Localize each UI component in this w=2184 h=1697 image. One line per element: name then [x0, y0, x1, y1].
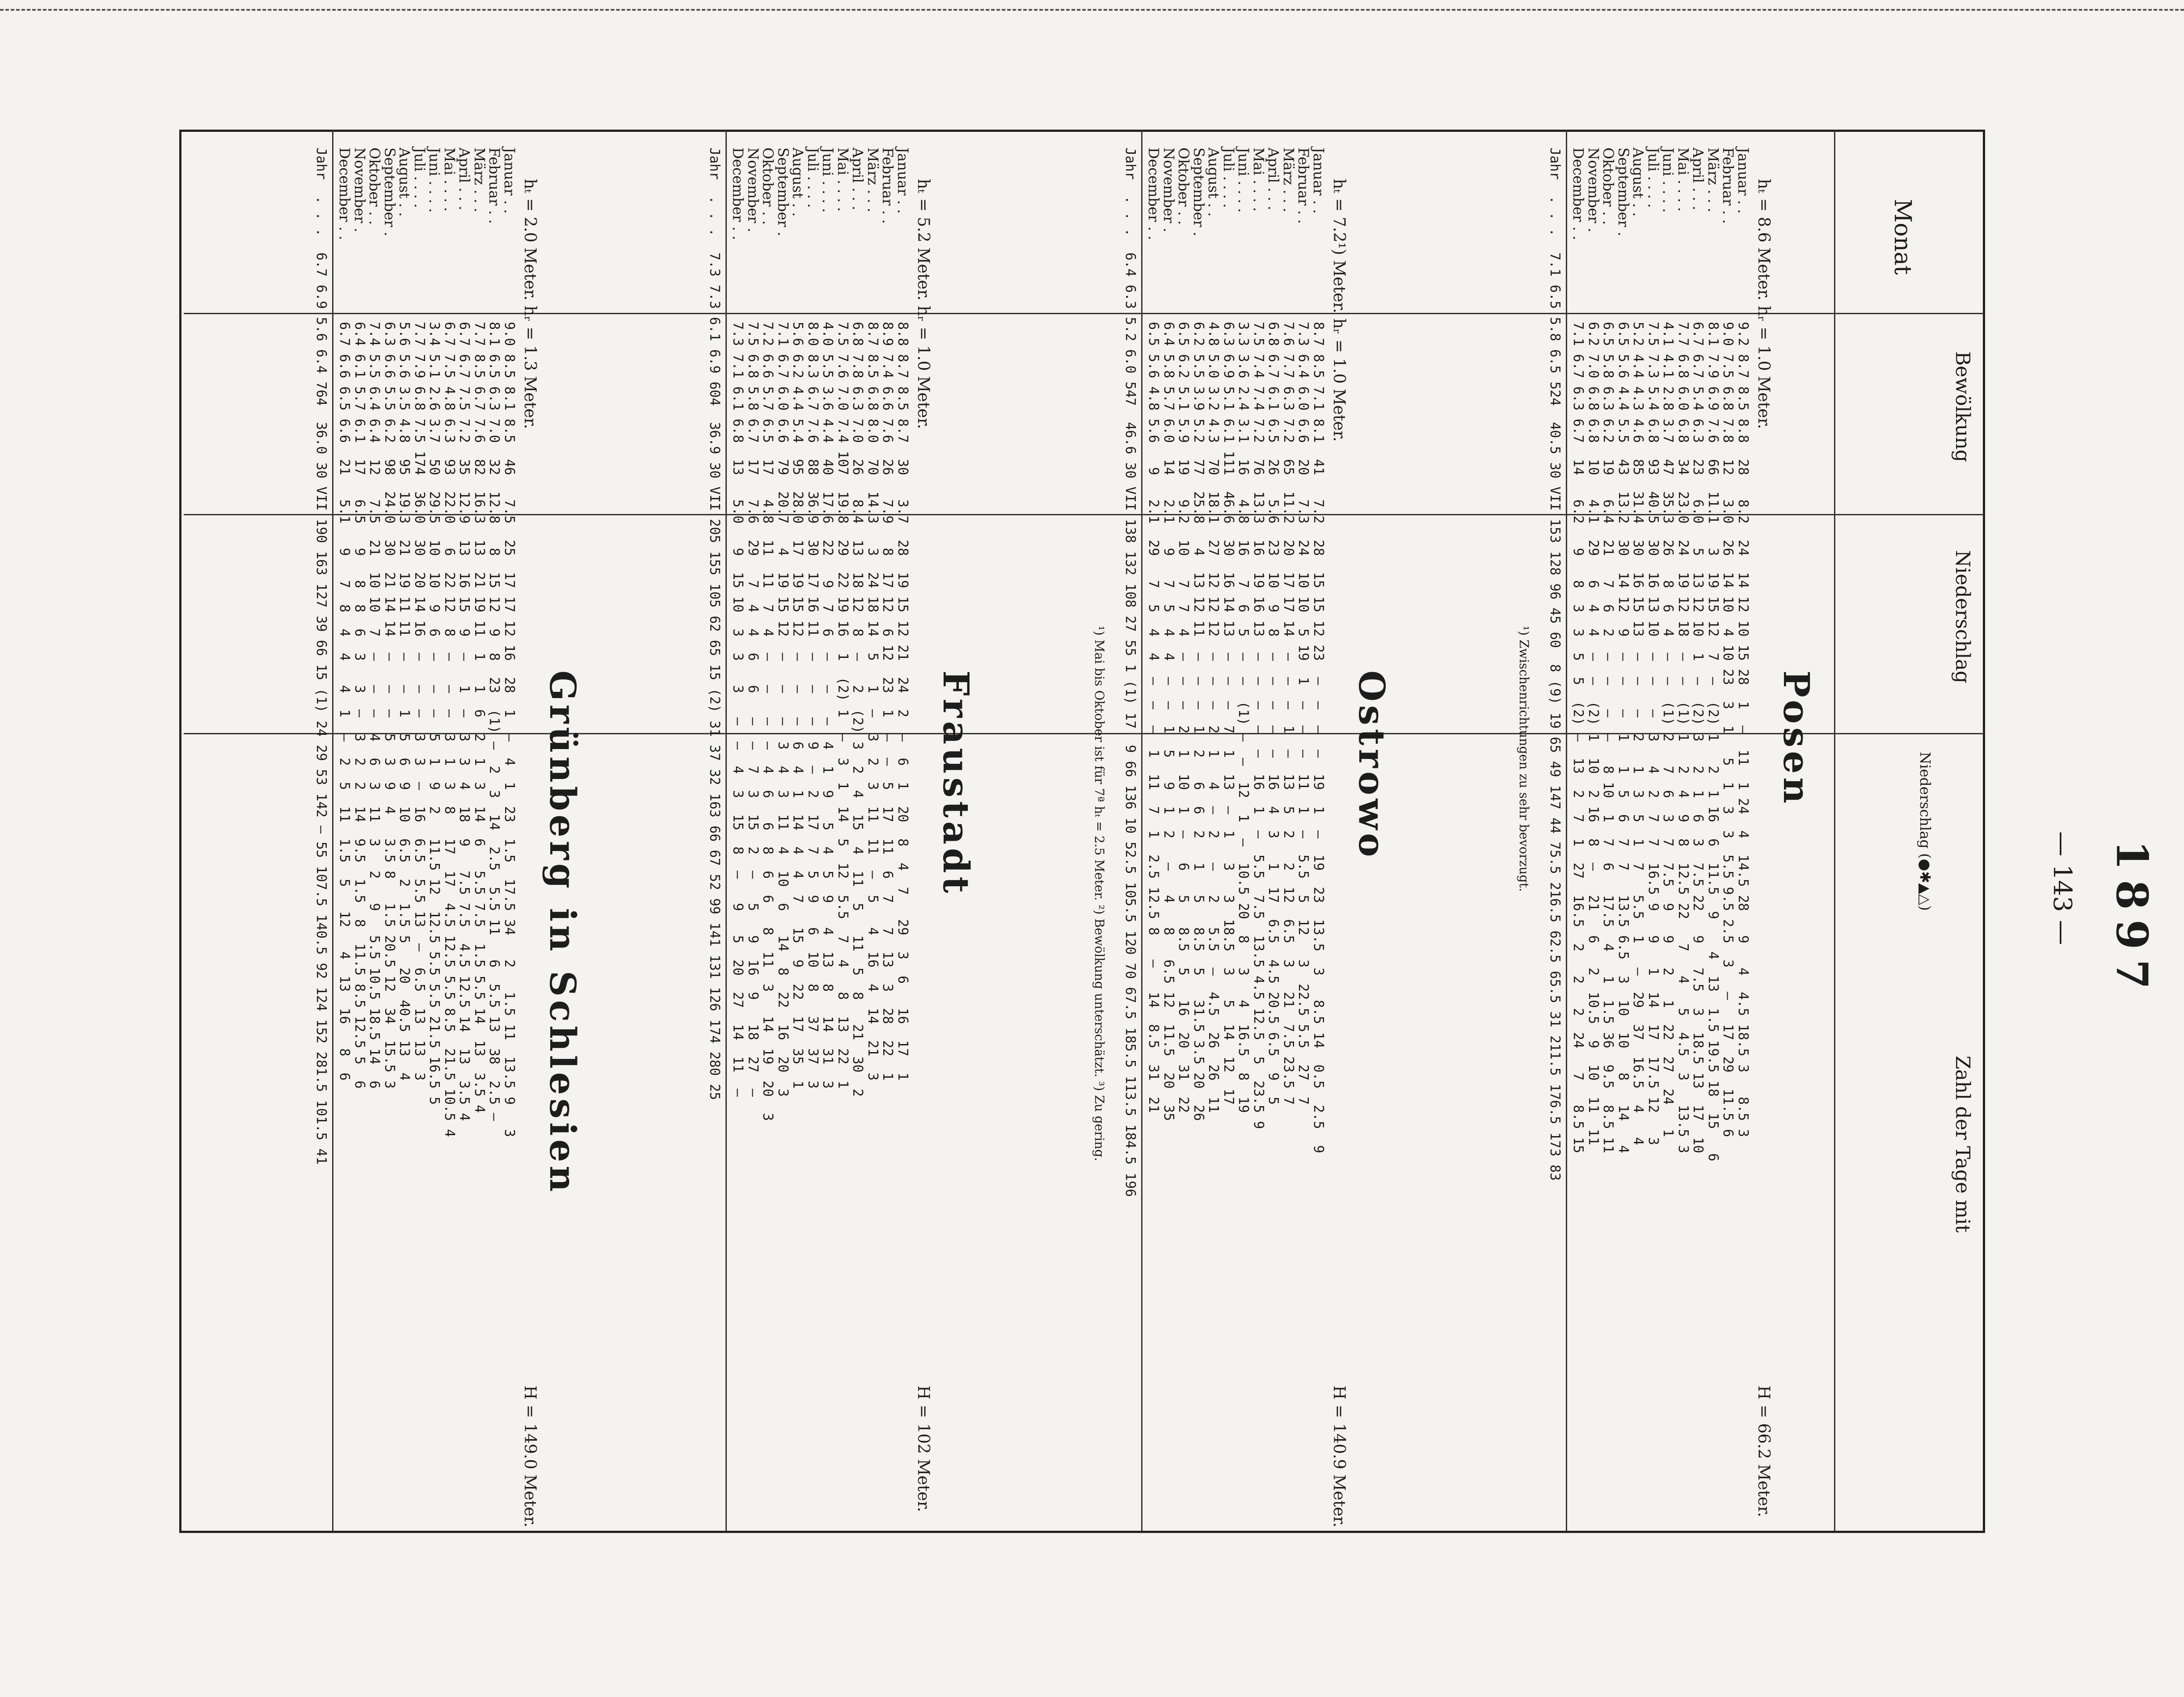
- station-name: Grünberg in Schlesien: [542, 670, 584, 1196]
- month-labels: Januar . . Februar . . März . . . April . . . Mai . . . . Juni . . . . Juli . . . . August . . September . Oktober . . November . December . .: [1570, 147, 1752, 240]
- year-total-row: Jahr . . . 7.3 7.3 6.1 6.9 604 36.9 30 VII 205 155 105 62 65 15 (2) 31 37 32 163 66 67 52 99 141 131 126 174 280 25: [707, 147, 722, 1100]
- year-heading: 1897: [2107, 840, 2157, 999]
- block-rule: [332, 130, 333, 1531]
- block-rule: [1566, 130, 1567, 1531]
- header-bewoelkung: Bewölkung: [1951, 351, 1974, 463]
- month-values: 9.2 8.7 8.5 8.8 28 8.2 24 14 12 10 15 28 1 — 11 1 24 4 14.5 28 9 4 4.5 18.5 3 8.5 3 9.0 7.5 6.8 7.8 12 3.0 26 14 10 4 10 23 3 1 5 1 3 3 5.5 9.5 2.5 3 — 17 29 11.5 6 8.1 7.9 6.9 7.6 66 11.1 3 19 15 12 7 — (2) 1 2 1 16 6 11.5 9 4 13 1.5 19.5 18 15 6 6.7 6.7 5.4 6.3 23 6.0 5 13 12 10 1 — (2) 3 2 1 6 3 7.5 22 9 7.5 3 18.5 13 17 10 7.7 6.8 6.0 6.8 34 23.0 24 19 12 18 — — (1) 1 2 4 9 8 12.5 22 7 4 5 4.5 3 13.5 3 4.1 4.1 2.8 3.7 47 35.3 26 8 6 4 — — (1) 2 7 6 3 7 7.5 9 9 2 1 22 27 24 1 7.5 7.3 5.4 6.8 93 40.5 30 16 13 10 — — — 3 4 2 7 7 16.5 9 9 1 14 17 17.5 12 3 5.2 4.4 4.3 4.6 85 31.4 30 16 15 13 — — — 2 1 3 5 1 7 5.5 1 — 29 37 16.5 4 4 6.5 5.6 4.4 5.5 43 13.2 30 14 12 9 — — — 1 1 5 6 7 7 13.5 6.5 3 10 10 8 14 4 6.5 5.8 6.3 6.2 19 6.4 21 7 6 2 — — — — 8 10 1 7 6 17.5 4 1 1.5 36 9.5 8.5 11 6.2 7.0 6.8 6.8 10 4.1 29 6 4 4 — — (2) 1 10 2 16 8 — 21 6 2 10.5 9 10 11 11 7.1 6.7 6.3 6.7 14 6.2 9 8 3 3 5 5 (2) — 13 2 7 1 27 16.5 2 2 2 24 7 8.5 15: [1570, 322, 1751, 1162]
- header-niederschlag-days: Niederschlag (●✱▲△): [1917, 752, 1934, 911]
- station-elevation: H = 149.0 Meter.: [521, 1385, 539, 1528]
- month-labels: Januar . . Februar . . März . . . April . . . Mai . . . . Juni . . . . Juli . . . . August . . September . Oktober . . November . December . .: [729, 147, 911, 240]
- station-name: Fraustadt: [935, 670, 977, 897]
- station-elevation: H = 140.9 Meter.: [1330, 1385, 1348, 1528]
- header-niederschlag: Niederschlag: [1951, 550, 1974, 683]
- station-elevation: H = 102 Meter.: [914, 1385, 932, 1512]
- station-elevation: H = 66.2 Meter.: [1754, 1385, 1773, 1517]
- station-name: Ostrowo: [1351, 670, 1393, 861]
- year-total-row: Jahr . . . 7.1 6.5 5.8 6.5 524 40.5 30 VII 153 128 96 45 60 8 (9) 19 65 49 147 44 75.5 216.5 62.5 65.5 31 211.5 176.5 173 83: [1547, 147, 1563, 1181]
- station-footnote: ¹) Mai bis Oktober ist für 7ª hₜ = 2.5 Meter. ²) Bewölkung unterschätzt. ³) Zu gering.: [1092, 626, 1107, 1162]
- month-labels: Januar . . Februar . . März . . . April . . . Mai . . . . Juni . . . . Juli . . . . August . . September . Oktober . . November . December . .: [336, 147, 518, 240]
- station-name: Posen: [1775, 670, 1817, 807]
- header-monat: Monat: [1889, 199, 1916, 275]
- header-zahl-der-tage: Zahl der Tage mit: [1951, 1055, 1974, 1233]
- year-total-row: Jahr . . . 6.4 6.3 5.2 6.0 547 46.6 30 VII 138 132 108 27 55 1 (1) 17 9 66 136 10 52.5 105.5 120 70 67.5 185.5 113.5 184.5 196: [1122, 147, 1138, 1197]
- block-rule: [1141, 130, 1143, 1531]
- station-footnote: ¹) Zwischenrichtungen zu sehr bevorzugt.: [1517, 626, 1531, 892]
- station-heights: hₜ = 5.2 Meter. hᵣ = 1.0 Meter.: [914, 179, 932, 429]
- month-labels: Januar . . Februar . . März . . . April . . . Mai . . . . Juni . . . . Juli . . . . August . . September . Oktober . . November . December . .: [1145, 147, 1327, 240]
- month-values: 8.7 8.5 7.1 8.1 41 7.2 28 15 15 12 23 — — — — 19 1 — 19 23 13.5 3 8.5 14 0.5 2.5 9 7.3 6.4 6.0 6.6 20 7.3 24 10 10 5 19 1 — — — 11 1 — 5.5 5 12 3 22.5 5.5 27 7 7.6 7.7 6.3 7.2 65 11.2 20 17 17 14 — — — 1 — 13 5 2 2 12 6.5 3 21 7.5 23.5 7 6.8 6.7 6.1 6.5 26 5.6 23 10 9 8 — — — — — 16 4 3 1 17 6.5 4.5 20.5 6.5 9 5 7.5 7.4 7.4 7.2 76 13.3 16 19 16 13 — — — — — 16 1 — 5.5 7.5 13.5 4.5 12.5 5 23.5 9 3.3 3.6 2.4 3.1 16 4.8 16 7 6 5 — — (1) — — 12 1 — 10.5 20 8 3 4 16.5 8 19 6.3 6.9 5.1 6.1 111 46.6 30 16 14 13 — — — 7 1 13 — 1 3 3 18.5 3 5 14 12 17 4.8 5.0 3.2 4.3 70 18.1 27 12 12 12 — — — 2 1 4 — 2 — 2 5.5 — 4.5 26 26 11 6.2 5.5 3.9 5.2 77 25.8 4 13 12 11 — — — 1 2 6 6 2 1 5 8.5 5 31.5 3.5 20 26 6.5 6.2 5.1 5.9 19 9.2 10 7 7 4 — — — 2 1 10 1 — 6 5 8.5 5 16 20 31 22 6.4 5.8 5.7 6.0 14 2.1 9 7 5 4 4 — — 1 5 9 1 2 — 4 8 6.5 12 11.5 20 35 6.5 5.6 4.8 5.6 9 2.1 29 7 5 4 4 — — — 1 11 7 1 2.5 12.5 8 — 14 8.5 31 21: [1146, 322, 1326, 1154]
- month-values: 8.8 8.7 8.5 8.7 30 3.7 28 19 15 12 21 24 2 — 6 1 20 8 4 7 29 3 6 16 17 1 8.9 7.4 6.6 7.6 26 7.9 8 17 12 6 12 23 1 — — 5 17 11 6 7 7 13 3 28 22 1 8.7 8.5 6.8 8.0 70 14.3 3 24 18 14 5 1 — 3 2 3 11 11 — 5 4 16 4 14 21 3 6.8 7.8 6.3 7.0 26 8.4 13 18 12 8 — 2 (2) 3 2 4 15 4 11 5 11 5 8 21 30 2 7.5 7.6 7.0 7.4 107 19.8 29 22 19 16 1 (2) 1 — 3 1 14 5 12 5.5 7 4 8 13 22 1 4.0 5.5 3.6 4.4 40 17.6 22 9 7 6 — — — 4 1 9 5 4 5 9 4 13 8 14 31 3 8.0 8.3 6.7 7.6 88 36.9 30 17 16 11 — — — 9 — 2 17 7 5 9 6 10 8 37 37 3 5.6 6.2 4.4 5.4 95 28.0 17 19 15 12 — — — 6 4 1 14 4 4 7 15 9 22 17 35 1 7.1 6.7 6.0 6.6 79 20.7 4 19 15 12 — — — 3 4 3 11 4 10 6 14 8 22 16 20 3 7.2 6.6 5.7 6.5 17 4.8 11 11 7 4 — — — — 4 6 6 8 6 6 8 11 3 14 19 20 3 7.5 6.8 5.8 6.7 17 7.6 29 7 4 4 6 6 — — 7 3 15 2 — 5 9 16 9 18 27 — 7.3 7.1 6.1 6.8 13 5.0 9 15 10 3 3 3 — — 4 3 15 8 — 9 5 20 27 14 11 —: [730, 322, 911, 1121]
- monat-rule: [184, 313, 1985, 314]
- block-rule: [725, 130, 727, 1531]
- header-rule: [1834, 130, 1835, 1531]
- page-number: — 143 —: [2048, 831, 2077, 945]
- station-heights: hₜ = 7.2¹) Meter. hᵣ = 1.0 Meter.: [1330, 179, 1348, 442]
- station-heights: hₜ = 2.0 Meter. hᵣ = 1.3 Meter.: [521, 179, 539, 429]
- station-heights: hₜ = 8.6 Meter. hᵣ = 1.0 Meter.: [1754, 179, 1773, 429]
- month-values: 9.0 8.5 8.1 8.5 46 7.5 25 17 17 12 16 28 1 — 4 1 23 1.5 17.5 34 2 1.5 11 13.5 9 3 8.1 6.5 6.3 7.0 32 12.8 8 15 12 9 8 23 (1) — 2 3 14 2.5 5.5 11 6 5.5 13 38 2.5 — 7.7 8.5 6.7 7.6 82 16.3 13 21 19 11 1 1 6 2 1 3 14 6 5.5 7.5 1.5 5.5 14 13 3.5 4 6.7 6.7 7.5 7.2 35 12.9 13 16 15 9 — 1 — 3 3 4 18 9 7.5 7.5 4.5 12.5 14 13 3.5 4 6.7 7.5 4.8 6.3 93 22.0 6 22 12 8 — — — 3 1 3 8 17 17 4.5 12.5 5.5 8.5 21.5 10.5 4 3.4 5.1 2.6 3.7 50 29.5 10 10 9 6 — — — 5 1 9 2 11.5 12 12.5 5.5 5.5 21.5 16.5 5 7.7 7.9 6.8 7.5 174 36.0 30 20 14 16 — — — 3 3 — 16 6.5 5.5 13 — 6.5 13 13 3 5.6 5.6 3.5 4.8 95 19.3 21 19 11 11 — — 1 5 6 9 10 6.5 2 1.5 5 20 40.5 13 4 6.3 6.6 5.5 6.2 98 24.0 30 21 14 14 — — — 5 3 9 4 3.5 8 1.5 20.5 12 34 15.5 3 7.4 5.5 6.4 6.4 12 7.5 21 10 10 7 — — — 4 6 3 11 3 2 9 5.5 10.5 18.5 14 6 6.4 6.1 5.7 6.1 17 6.5 9 8 8 6 3 3 — 3 2 2 14 9.5 1.5 8 11.5 8.5 12.5 5 6 6.7 6.6 6.5 6.6 21 5.1 9 7 8 4 4 4 1 — 2 5 11 1.5 5 12 4 13 16 8 6: [337, 322, 517, 1137]
- year-total-row: Jahr . . . 6.7 6.9 5.6 6.4 764 36.0 30 VII 190 163 127 39 66 15 (1) 24 29 53 142 — 55 107.5 140.5 92 124 152 281.5 101.5 41: [313, 147, 329, 1165]
